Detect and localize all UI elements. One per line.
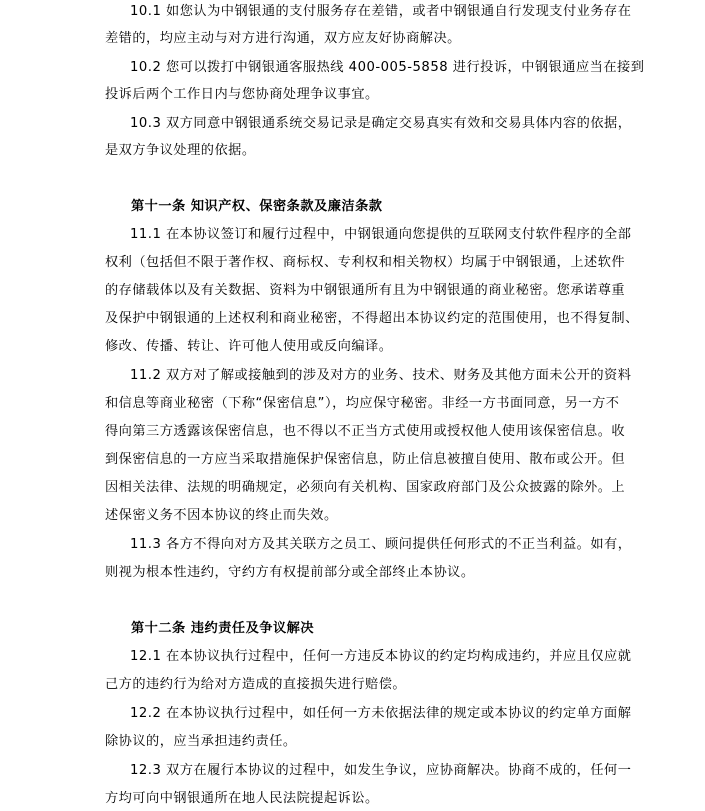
paragraph-11-1-line-4: 及保护中钢银通的上述权利和商业秘密，不得超出本协议约定的范围使用，也不得复制、 <box>105 311 639 326</box>
paragraph-10-1-line-2: 差错的，均应主动与对方进行沟通，双方应友好协商解决。 <box>105 31 461 46</box>
paragraph-12-3-line-1: 12.3 双方在履行本协议的过程中，如发生争议，应协商解决。协商不成的，任何一 <box>130 763 632 778</box>
paragraph-10-2-line-2: 投诉后两个工作日内与您协商处理争议事宜。 <box>105 87 379 102</box>
paragraph-11-2-line-4: 到保密信息的一方应当采取措施保护保密信息，防止信息被擅自使用、散布或公开。但 <box>105 452 626 467</box>
paragraph-11-2-line-3: 得向第三方透露该保密信息，也不得以不正当方式使用或授权他人使用该保密信息。收 <box>105 424 626 439</box>
paragraph-11-2-line-5: 因相关法律、法规的明确规定，必须向有关机构、国家政府部门及公众披露的除外。上 <box>105 480 626 495</box>
paragraph-11-1-line-5: 修改、传播、转让、许可他人使用或反向编译。 <box>105 339 393 354</box>
paragraph-10-2-line-1: 10.2 您可以拨打中钢银通客服热线 400-005-5858 进行投诉，中钢银通应当在接到 <box>130 60 645 75</box>
paragraph-11-2-line-2: 和信息等商业秘密（下称“保密信息”），均应保守秘密。非经一方书面同意，另一方不 <box>105 396 620 411</box>
paragraph-12-1-line-2: 己方的违约行为给对方造成的直接损失进行赔偿。 <box>105 677 407 692</box>
paragraph-10-3-line-2: 是双方争议处理的依据。 <box>105 143 256 158</box>
paragraph-11-1-line-3: 的存储载体以及有关数据、资料为中钢银通所有且为中钢银通的商业秘密。您承诺尊重 <box>105 283 626 298</box>
paragraph-11-3-line-1: 11.3 各方不得向对方及其关联方之员工、顾问提供任何形式的不正当利益。如有， <box>130 537 632 552</box>
paragraph-12-3-line-2: 方均可向中钢银通所在地人民法院提起诉讼。 <box>105 791 379 806</box>
paragraph-11-1-line-2: 权利（包括但不限于著作权、商标权、专利权和相关物权）均属于中钢银通，上述软件 <box>105 255 626 270</box>
paragraph-12-2-line-2: 除协议的，应当承担违约责任。 <box>105 734 297 749</box>
paragraph-11-3-line-2: 则视为根本性违约，守约方有权提前部分或全部终止本协议。 <box>105 565 475 580</box>
paragraph-11-2-line-6: 述保密义务不因本协议的终止而失效。 <box>105 508 338 523</box>
paragraph-10-1-line-1: 10.1 如您认为中钢银通的支付服务存在差错，或者中钢银通自行发现支付业务存在 <box>130 4 632 19</box>
section-12-heading: 第十二条 违约责任及争议解决 <box>131 621 315 636</box>
paragraph-10-3-line-1: 10.3 双方同意中钢银通系统交易记录是确定交易真实有效和交易具体内容的依据， <box>130 116 632 131</box>
section-11-heading: 第十一条 知识产权、保密条款及廉洁条款 <box>131 199 383 214</box>
paragraph-12-1-line-1: 12.1 在本协议执行过程中，任何一方违反本协议的约定均构成违约，并应且仅应就 <box>130 649 632 664</box>
paragraph-12-2-line-1: 12.2 在本协议执行过程中，如任何一方未依据法律的规定或本协议的约定单方面解 <box>130 706 632 721</box>
paragraph-11-2-line-1: 11.2 双方对了解或接触到的涉及对方的业务、技术、财务及其他方面未公开的资料 <box>130 368 632 383</box>
paragraph-11-1-line-1: 11.1 在本协议签订和履行过程中，中钢银通向您提供的互联网支付软件程序的全部 <box>130 227 632 242</box>
